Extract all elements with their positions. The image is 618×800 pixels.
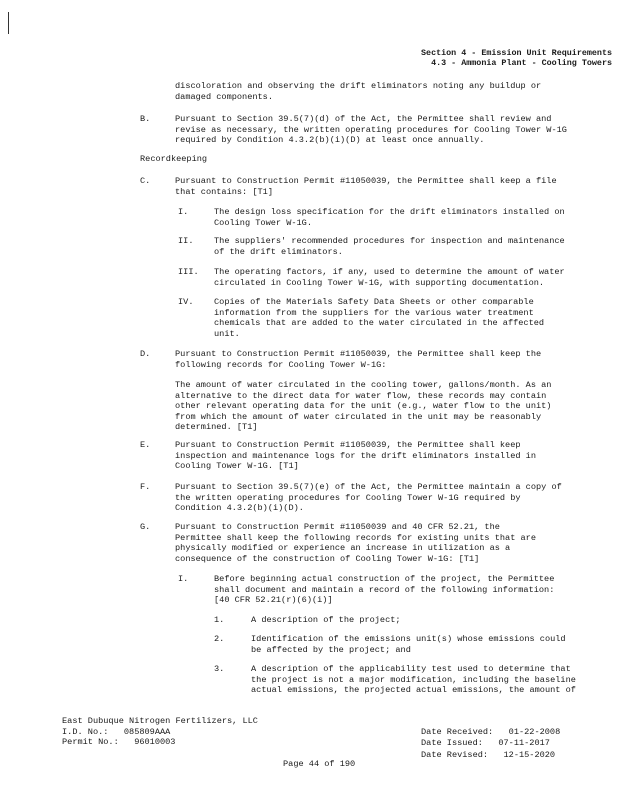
footer-date-revised: Date Revised: 12-15-2020 <box>421 750 556 760</box>
item-g-i-3-text: A description of the applicability test used to determine that the project is not a major modification, including the baseline actual emissions, the projected actual emissions, the amount of <box>251 664 576 696</box>
footer-company: East Dubuque Nitrogen Fertilizers, LLC <box>62 716 258 726</box>
item-g-i-1-text: A description of the project; <box>251 615 401 625</box>
item-c-text: Pursuant to Construction Permit #11050039, the Permittee shall keep a file that contains: [T1] <box>175 176 557 197</box>
item-c-i-text: The design loss specification for the drift eliminators installed on Cooling Tower W-1G. <box>214 207 565 228</box>
item-b-label: B. <box>140 114 151 124</box>
item-f-text: Pursuant to Section 39.5(7)(e) of the Act, the Permittee maintain a copy of the written operating procedures for Cooling Tower W-1G required by Condition 4.3.2(b)(i)(D). <box>175 482 562 514</box>
footer-permit: Permit No.: 96010003 <box>62 737 176 747</box>
item-e-text: Pursuant to Construction Permit #11050039, the Permittee shall keep inspection and maintenance logs for the drift eliminators installed in Cooling Tower W-1G. [T1] <box>175 440 536 472</box>
section-header <box>421 48 612 68</box>
item-d-text: Pursuant to Construction Permit #11050039, the Permittee shall keep the following records for Cooling Tower W-1G: <box>175 349 542 370</box>
item-e-label: E. <box>140 440 151 450</box>
item-g-i-label: I. <box>178 574 189 584</box>
item-g-i-text: Before beginning actual construction of the project, the Permittee shall document and maintain a record of the following information: [40 CFR 52.21(r)(6)(i)] <box>214 574 555 606</box>
item-f-label: F. <box>140 482 151 492</box>
item-d-label: D. <box>140 349 151 359</box>
item-b-text: Pursuant to Section 39.5(7)(d) of the Act, the Permittee shall review and revise as necessary, the written operating procedures for Cooling Tower W-1G required by Condition 4.3.2(b)(i)(D) at least once annually. <box>175 114 567 146</box>
item-g-text: Pursuant to Construction Permit #11050039 and 40 CFR 52.21, the Permittee shall keep the following records for existing units that are physically modified or experience an increase in utilization as a consequence of the construction of Cooling Tower W-1G: [T1] <box>175 522 536 564</box>
footer-date-issued: Date Issued: 07-11-2017 <box>421 738 550 748</box>
page-number: Page 44 of 190 <box>283 759 356 769</box>
item-c-label: C. <box>140 176 151 186</box>
item-g-label: G. <box>140 522 151 532</box>
footer-date-received: Date Received: 01-22-2008 <box>421 727 561 737</box>
footer-id: I.D. No.: 085809AAA <box>62 727 171 737</box>
recordkeeping-heading: Recordkeeping <box>140 154 208 164</box>
item-c-iii-text: The operating factors, if any, used to determine the amount of water circulated in Cooling Tower W-1G, with supporting documentation. <box>214 267 565 288</box>
item-c-ii-text: The suppliers' recommended procedures for inspection and maintenance of the drift eliminators. <box>214 236 565 257</box>
item-g-i-2-text: Identification of the emissions unit(s) whose emissions could be affected by the project; and <box>251 634 566 655</box>
item-c-ii-label: II. <box>178 236 194 246</box>
section-header-line2: 4.3 - Ammonia Plant - Cooling Towers <box>431 58 612 68</box>
item-c-iv-label: IV. <box>178 297 194 307</box>
item-c-iv-text: Copies of the Materials Safety Data Sheets or other comparable information from the suppliers for the various water treatment chemicals that are added to the water circulated in the affected unit. <box>214 297 545 339</box>
item-g-i-2-label: 2. <box>214 634 225 644</box>
scan-edge-mark <box>8 12 9 34</box>
item-d-paragraph: The amount of water circulated in the cooling tower, gallons/month. As an alternative to the direct data for water flow, these records may contain other relevant operating data for the unit (e.g., water flow to the unit) from which the amount of water circulated in the unit may be reasonably determined. [T1] <box>175 380 552 433</box>
item-c-iii-label: III. <box>178 267 199 277</box>
continuation-text: discoloration and observing the drift eliminators noting any buildup or damaged components. <box>175 81 542 102</box>
item-g-i-3-label: 3. <box>214 664 225 674</box>
item-c-i-label: I. <box>178 207 189 217</box>
section-header-line1: Section 4 - Emission Unit Requirements <box>421 48 612 58</box>
item-g-i-1-label: 1. <box>214 615 225 625</box>
